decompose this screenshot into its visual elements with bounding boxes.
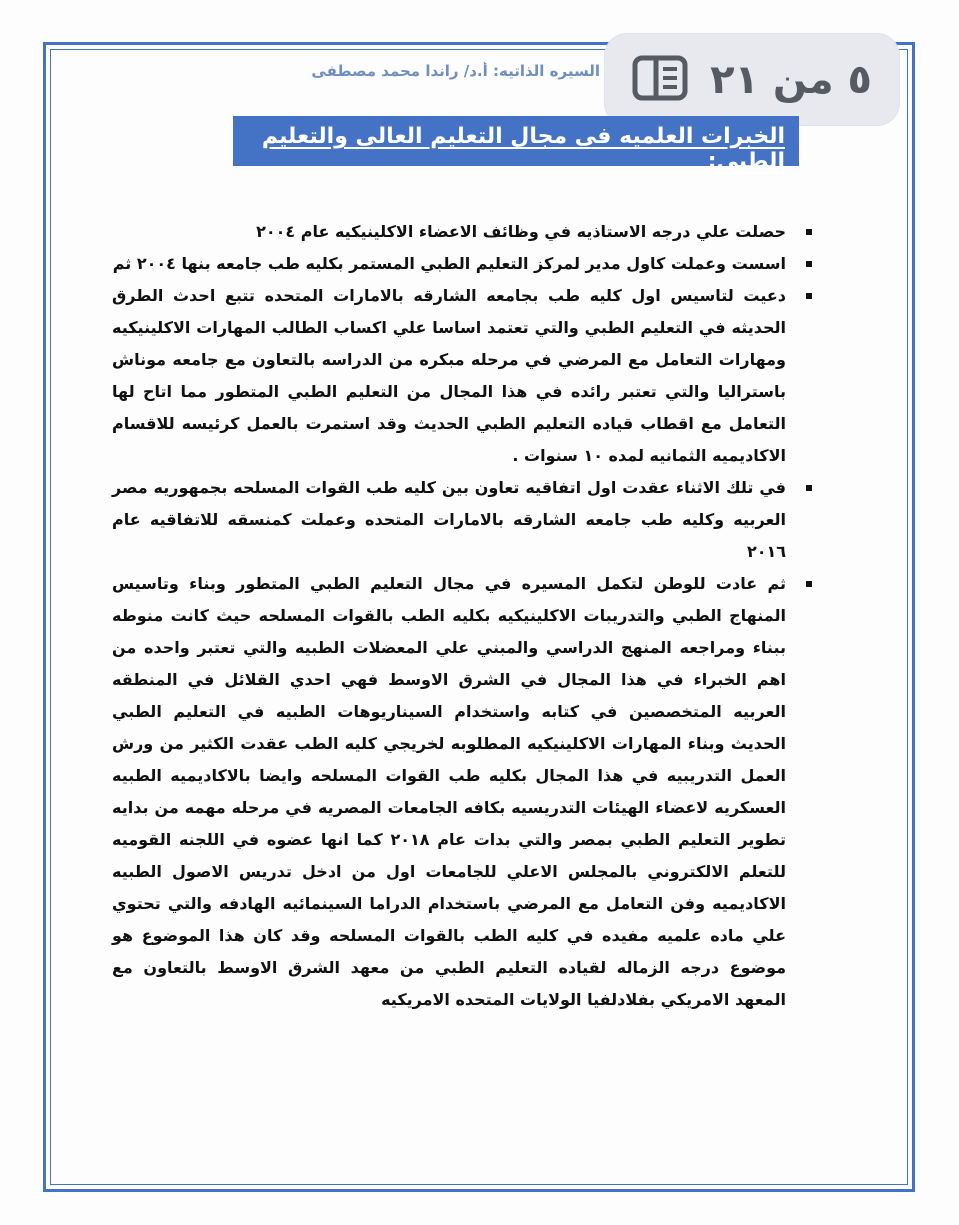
list-item: حصلت علي درجه الاستاذيه في وظائف الاعضاء الاكلينيكيه عام ٢٠٠٤ [112,216,812,248]
reader-view-icon[interactable] [632,55,688,105]
header-author-line: السيره الذاتيه: أ.د/ راندا محمد مصطفى [311,62,600,80]
page-indicator[interactable] [605,34,899,125]
document-body [112,216,812,1016]
list-item: في تلك الاثناء عقدت اول اتفاقيه تعاون بين كليه طب القوات المسلحه بجمهوريه مصر العربيه وكليه طب جامعه الشارقه بالامارات المتحده وعملت كمنسقه للاتفاقيه عام ٢٠١٦ [112,472,812,568]
section-title: الخبرات العلميه فى مجال التعليم العالى والتعليم الطبى: [233,116,799,166]
list-item: ثم عادت للوطن لتكمل المسيره في مجال التعليم الطبي المتطور وبناء وتاسيس المنهاج الطبي والتدريبات الاكلينيكيه بكليه الطب بالقوات المسلحه حيث كانت منوطه ببناء ومراجعه المنهج الدراسي والمبني علي المعضلات الطبيه والتي تعتبر واحده من اهم الخبراء في هذا المجال في الشرق الاوسط فهي احدي القلائل في المنطقه العربيه المتخصصين في كتابه واستخدام السيناريوهات الطبيه في التعليم الطبي الحديث وبناء المهارات الاكلينيكيه المطلوبه لخريجي كليه الطب عقدت الكثير من ورش العمل التدريبيه في هذا المجال بكليه طب القوات المسلحه وايضا بالاكاديميه الطبيه العسكريه لاعضاء الهيئات التدريسيه بكافه الجامعات المصريه في مرحله مهمه من بدايه تطوير التعليم الطبي بمصر والتي بدات عام ٢٠١٨ كما انها عضوه في اللجنه القوميه للتعلم الالكتروني بالمجلس الاعلي للجامعات اول من ادخل تدريس الاصول الطبيه الاكاديميه وفن التعامل مع المرضي باستخدام الدراما السينمائيه الهادفه والتي تحتوي علي ماده علميه مفيده في كليه الطب بالقوات المسلحه وقد كان هذا الموضوع هو موضوع درجه الزماله لقياده التعليم الطبي من معهد الشرق الاوسط بالتعاون مع المعهد الامريكي بفلادلفيا الولايات المتحده الامريكيه [112,568,812,1016]
page-indicator-text: ٥ من ٢١ [710,56,872,103]
list-item: اسست وعملت كاول مدير لمركز التعليم الطبي المستمر بكليه طب جامعه بنها ٢٠٠٤ ثم [112,248,812,280]
list-item: دعيت لتاسيس اول كليه طب بجامعه الشارقه بالامارات المتحده تتبع احدث الطرق الحديثه في التعليم الطبي والتي تعتمد اساسا علي اكساب الطالب المهارات الاكلينيكيه ومهارات التعامل مع المرضي في مرحله مبكره من الدراسه بالتعاون مع جامعه موناش باستراليا والتي تعتبر رائده في هذا المجال من التعليم الطبي المتطور مما اتاح لها التعامل مع اقطاب قياده التعليم الطبي الحديث وقد استمرت بالعمل كرئيسه للاقسام الاكاديميه الثمانيه لمده ١٠ سنوات . [112,280,812,472]
experience-list [112,216,812,1016]
